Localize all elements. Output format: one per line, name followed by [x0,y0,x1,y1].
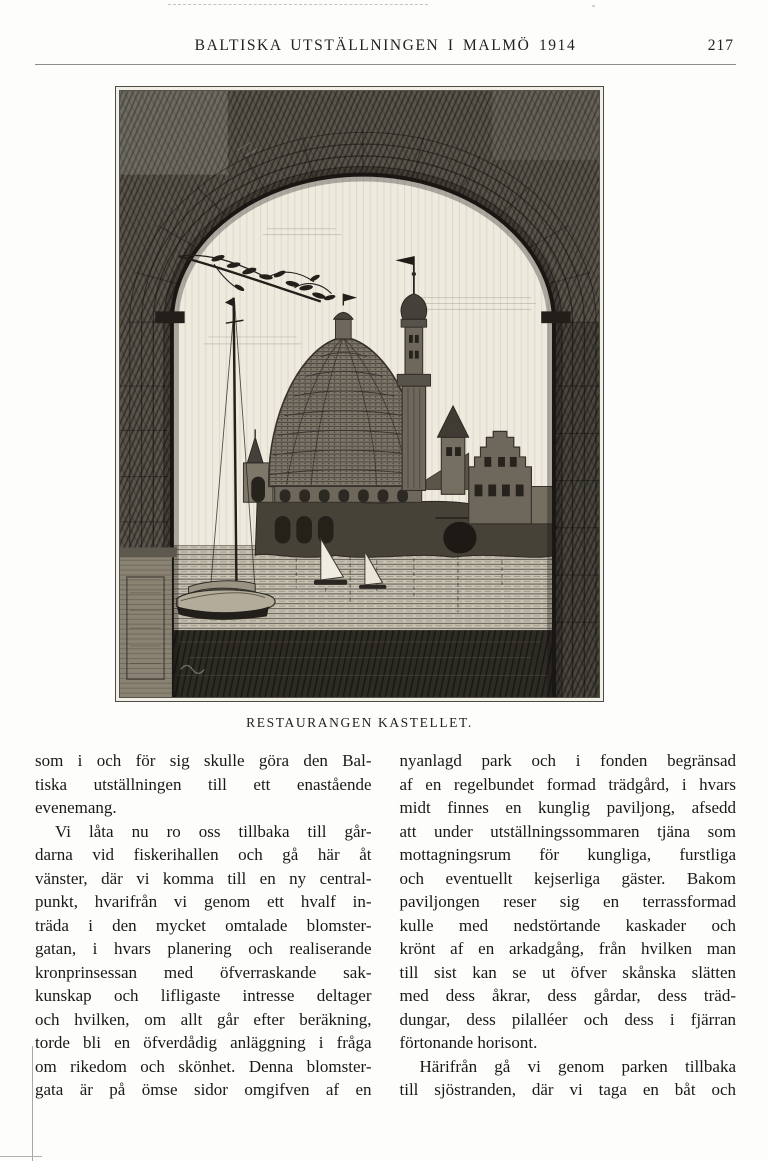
text-line: Härifrån gå vi genom parken tillbaka [419,1056,736,1076]
paragraph [35,820,372,1102]
text-line: som i och för sig skulle göra den Bal- [35,751,372,770]
base-arcade [275,516,334,544]
tower-gallery [397,374,430,386]
page-number: 217 [707,37,734,54]
bridge-arch [443,522,476,553]
sailboat-hull [314,580,347,585]
text-line: träda i den mycket omtalade blomster- [35,915,372,935]
paragraph [400,749,737,1055]
text-line: gata är på ömse sidor omgifven af en [35,1080,372,1099]
text-line: Vi låta nu ro oss tillbaka till går- [55,821,372,841]
text-line: till sjöstranden, där vi taga en båt och [399,1080,736,1099]
impost-left [155,311,184,323]
body-text [35,749,736,1102]
text-line: kronprinsessan med öfverraskande sak- [35,962,372,982]
right-column [400,749,737,1102]
running-title: BALTISKA UTSTÄLLNINGEN I MALMÖ 1914 [194,37,577,54]
dome-lantern [336,319,352,339]
foreground-quay [172,630,554,697]
text-line: midt finnes en kunglig paviljong, afsedd [399,798,736,817]
illustration-figure [115,86,604,731]
text-line: vänster, där vi komma till en ny central- [35,868,372,888]
text-line: af en regelbundet formad trädgård, i hvars [399,774,736,794]
kastellet-engraving-illustration [120,91,599,697]
text-line: mottagningsrum för kungliga, furstliga [399,845,736,864]
text-line: och eventuellt kejserliga gäster. Bakom [399,868,736,888]
illustration-plate-inner [119,90,600,698]
text-line: torde bli en öfverdådig anläggning i fråga [35,1033,372,1052]
text-line: punkt, hvarifrån vi genom ett hvalf in- [35,892,372,911]
figure-caption: RESTAURANGEN KASTELLET. [246,715,473,730]
text-line: gatan, i hvars planering och realiserande [35,939,372,958]
paragraph [35,749,372,820]
header-rule [35,64,736,65]
sailboat-hull [359,585,386,589]
text-line: med dess åkrar, dess gårdar, dess träd- [399,986,736,1005]
text-line: krönt af en arkadgång, från hvilken man [399,939,736,958]
paragraph [400,1055,737,1102]
left-column [35,749,372,1102]
text-line: kunskap och lifligaste intresse deltager [35,986,372,1005]
text-line: kulle med nedstörtande kaskader och [399,915,736,935]
text-line: och hvilken, om allt går efter beräkning, [35,1009,372,1029]
text-line: tiska utställningen till ett enastående [35,774,372,794]
left-pier-parapet [120,547,177,697]
text-line: förtonande horisont. [399,1033,538,1052]
text-line: paviljongen reser sig en terrassformad [399,892,736,911]
text-line: evenemang. [35,798,117,817]
scan-artifact-corner-tick [0,1156,42,1157]
text-line: nyanlagd park och i fonden begränsad [399,751,736,770]
text-line: darna vid fiskerihallen och gå här åt [35,845,372,864]
impost-right [541,311,570,323]
running-head [35,0,736,57]
round-turret [441,437,465,494]
text-line: dungar, dess pilalléer och dess i fjärran [399,1009,736,1029]
text-line: om rikedom och skönhet. Denna blomster- [35,1056,372,1076]
illustration-plate [115,86,604,702]
text-line: till sist kan se ut öfver skånska slätten [399,962,736,982]
text-line: att under utställningssommaren tjäna som [399,821,736,841]
